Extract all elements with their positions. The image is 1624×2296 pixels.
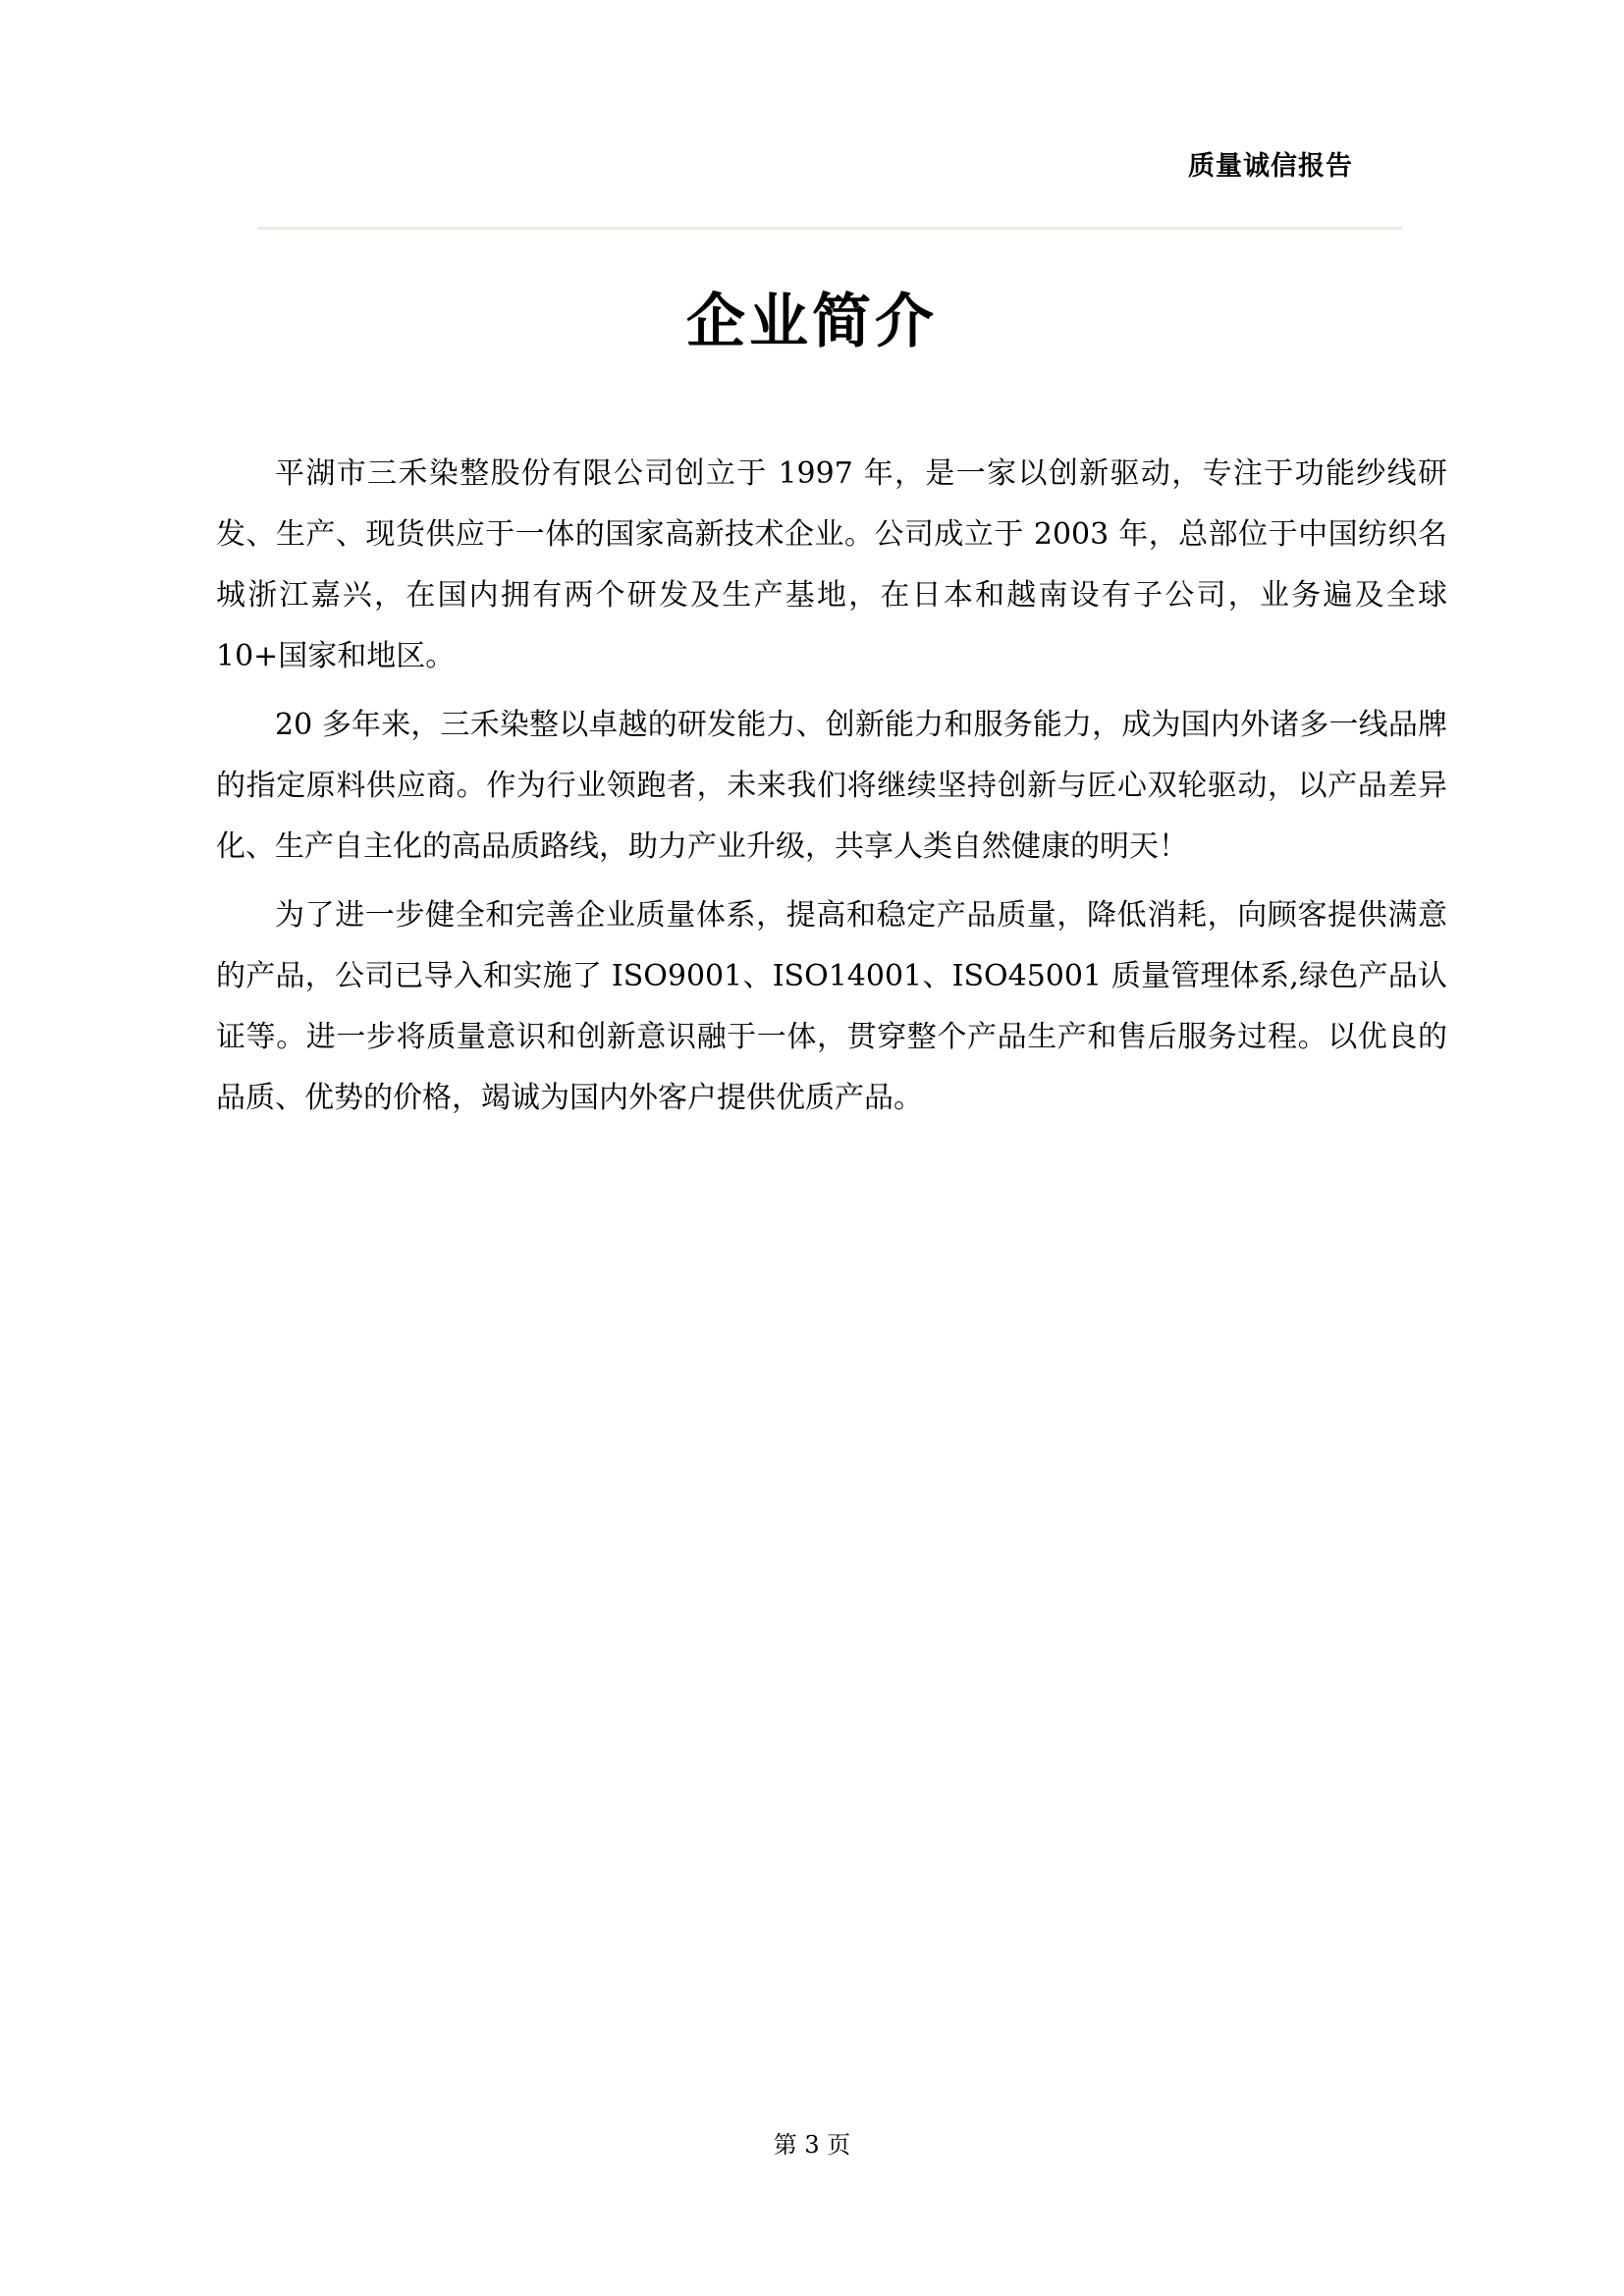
paragraph-history: 20 多年来，三禾染整以卓越的研发能力、创新能力和服务能力，成为国内外诸多一线品牌的指定原料供应商。作为行业领跑者，未来我们将继续坚持创新与匠心双轮驱动，以产品差异化、生产自主化的高品质路线，助力产业升级，共享人类自然健康的明天！ [216, 708, 1447, 864]
document-body [216, 444, 1447, 1129]
paragraph-intro: 平湖市三禾染整股份有限公司创立于 1997 年，是一家以创新驱动，专注于功能纱线研发、生产、现货供应于一体的国家高新技术企业。公司成立于 2003 年，总部位于中国纺织名城浙江嘉兴，在国内拥有两个研发及生产基地，在日本和越南设有子公司，业务遍及全球 10+国家和地区。 [216, 456, 1447, 673]
page-number: 第 3 页 [773, 2131, 851, 2159]
report-header-title: 质量诚信报告 [1188, 151, 1353, 182]
page-title: 企业简介 [686, 288, 938, 356]
paragraph-quality: 为了进一步健全和完善企业质量体系，提高和稳定产品质量，降低消耗，向顾客提供满意的产品，公司已导入和实施了 ISO9001、ISO14001、ISO45001 质量管理体系,绿色产品认证等。进一步将质量意识和创新意识融于一体，贯穿整个产品生产和售后服务过程。以优良的品质、优势的价格，竭诚为国内外客户提供优质产品。 [216, 898, 1447, 1115]
header-divider [257, 227, 1402, 230]
